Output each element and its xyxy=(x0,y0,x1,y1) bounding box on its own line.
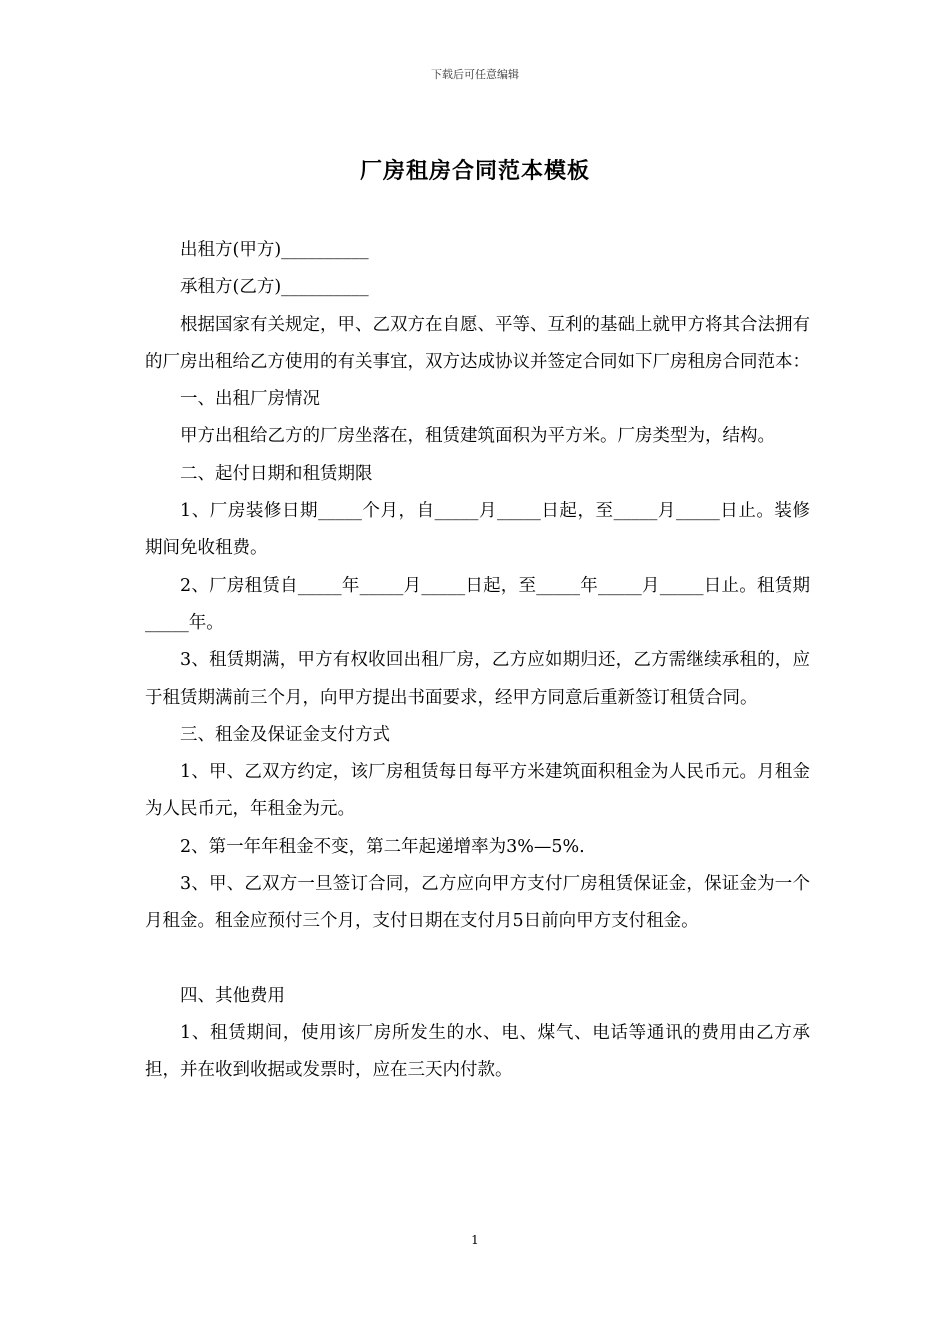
clause-2-3: 3、租赁期满，甲方有权收回出租厂房，乙方应如期归还，乙方需继续承租的，应于租赁期满前三个月，向甲方提出书面要求，经甲方同意后重新签订租赁合同。 xyxy=(145,650,810,708)
section-1-paragraph: 甲方出租给乙方的厂房坐落在，租赁建筑面积为平方米。厂房类型为，结构。 xyxy=(180,426,775,447)
document-body xyxy=(145,232,810,1090)
document-title: 厂房租房合同范本模板 xyxy=(359,158,590,184)
preamble-paragraph: 根据国家有关规定，甲、乙双方在自愿、平等、互利的基础上就甲方将其合法拥有的厂房出租给乙方使用的有关事宜，双方达成协议并签定合同如下厂房租房合同范本： xyxy=(145,314,810,372)
clause-2-2: 2、厂房租赁自_____年_____月_____日起，至_____年_____月_____日止。租赁期_____年。 xyxy=(145,575,810,633)
section-heading-3: 三、租金及保证金支付方式 xyxy=(180,724,390,745)
clause-3-3: 3、甲、乙双方一旦签订合同，乙方应向甲方支付厂房租赁保证金，保证金为一个月租金。租金应预付三个月，支付日期在支付月5日前向甲方支付租金。 xyxy=(145,874,810,932)
page-header: 下载后可任意编辑 xyxy=(431,68,519,81)
section-heading-4: 四、其他费用 xyxy=(180,985,285,1006)
lessor-line: 出租方(甲方)__________ xyxy=(180,240,369,260)
clause-3-2: 2、第一年年租金不变，第二年起递增率为3%—5%. xyxy=(180,836,585,857)
page-number: 1 xyxy=(471,1233,479,1247)
lessee-line: 承租方(乙方)__________ xyxy=(180,277,369,298)
clause-4-1: 1、租赁期间，使用该厂房所发生的水、电、煤气、电话等通讯的费用由乙方承担，并在收到收据或发票时，应在三天内付款。 xyxy=(145,1022,810,1081)
clause-3-1: 1、甲、乙双方约定，该厂房租赁每日每平方米建筑面积租金为人民币元。月租金为人民币元，年租金为元。 xyxy=(145,762,810,820)
clause-2-1: 1、厂房装修日期_____个月，自_____月_____日起，至_____月_____日止。装修期间免收租费。 xyxy=(145,501,810,559)
section-heading-1: 一、出租厂房情况 xyxy=(180,389,320,410)
section-heading-2: 二、起付日期和租赁期限 xyxy=(180,463,373,484)
